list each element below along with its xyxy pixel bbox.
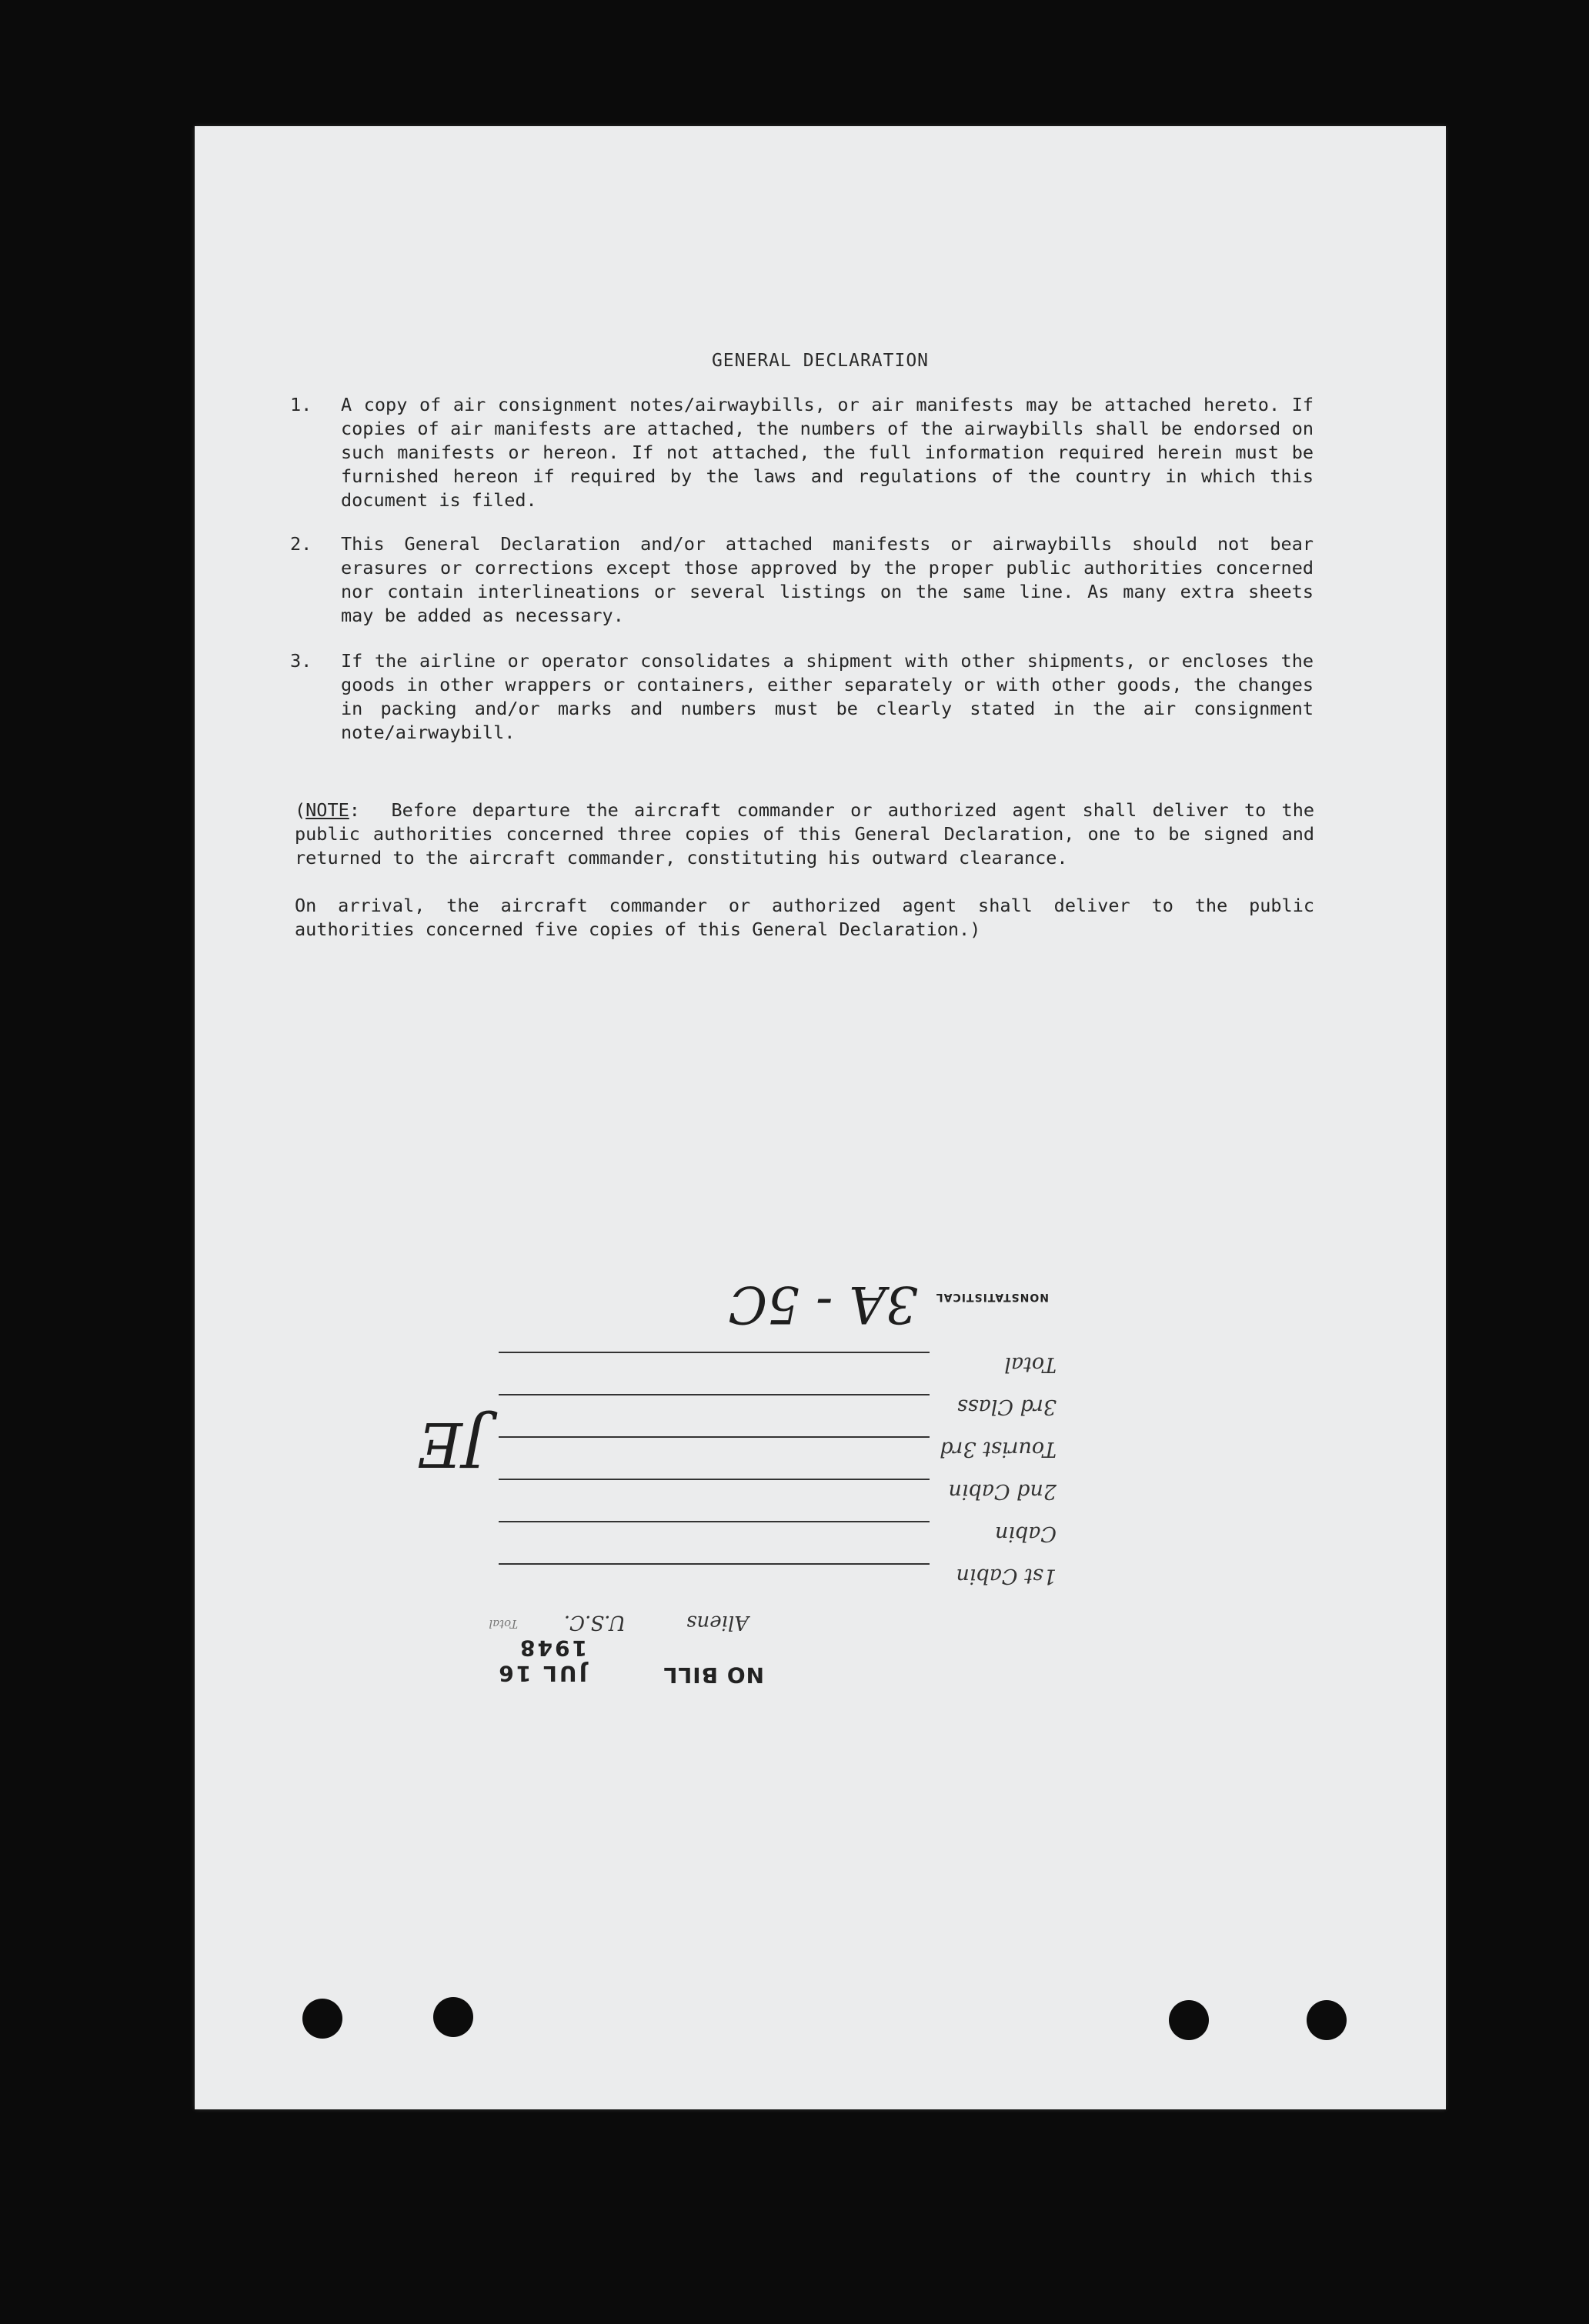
document-page [195,126,1446,2109]
note-paragraph-1: (NOTE: Before departure the aircraft commander or authorized agent shall deliver to the public authorities concerned three copies of this General Declaration, one to be signed and returned to the aircraft commander, constituting his outward clearance. [295,799,1314,869]
entry-line [499,1479,930,1480]
column-aliens: Aliens [686,1611,749,1634]
declaration-item-1 [290,393,1314,512]
entry-line [499,1352,930,1353]
date-stamp: JUL 16 1948 [496,1635,587,1686]
row-cabin [933,1515,1057,1545]
note-label: NOTE [305,799,349,821]
declaration-item-3 [290,649,1314,745]
punch-hole-left-1 [302,1999,342,2039]
declaration-item-2 [290,532,1314,628]
row-label: Cabin [994,1522,1057,1545]
punch-hole-left-2 [433,1997,473,2037]
item-number: 3. [290,650,312,672]
column-usc: U.S.C. [563,1611,626,1634]
item-text: If the airline or operator consolidates a shipment with other shipments, or encloses the goods in other wrappers or containers, either separately or with other goods, the changes in packing and/or marks and numbers must be clearly stated in the air consignment note/airwaybill. [341,650,1314,743]
row-third-class [933,1388,1057,1419]
row-label: Tourist 3rd [940,1437,1057,1461]
entry-line [499,1521,930,1522]
handwritten-initials: JE [417,1409,487,1480]
row-first-cabin [933,1557,1057,1588]
entry-line [499,1394,930,1395]
item-number: 2. [290,533,312,555]
row-label: 1st Cabin [956,1564,1057,1588]
item-text: This General Declaration and/or attached manifests or airwaybills should not bear erasures or corrections except those approved by the proper public authorities concerned nor contain interlineations or several listings on the same line. As many extra sheets may be added as necessary. [341,533,1314,626]
nonstatistical-stamp: NONSTATISTICAL [935,1291,1049,1303]
row-label: Total [1004,1352,1057,1376]
punch-hole-right-2 [1307,2000,1347,2040]
document-title: GENERAL DECLARATION [711,351,930,371]
entry-line [499,1436,930,1438]
row-label: 3rd Class [956,1395,1057,1419]
row-second-cabin [933,1472,1057,1503]
note-paragraph-2: On arrival, the aircraft commander or authorized agent shall deliver to the public authorities concerned five copies of this General Declaration.) [295,895,1314,940]
inverted-stamp-block [417,1142,1057,1695]
no-bill-stamp: NO BILL [663,1662,764,1688]
column-total: Total [489,1617,518,1631]
handwritten-code: 3A - 5C [728,1275,918,1334]
row-label: 2nd Cabin [948,1479,1057,1503]
item-number: 1. [290,394,312,415]
item-text: A copy of air consignment notes/airwaybills, or air manifests may be attached hereto. If copies of air manifests are attached, the numbers of the airwaybills shall be endorsed on such manifests or hereon. If not attached, the full information required herein must be furnished hereon if required by the laws and regulations of the country in which this document is filed. [341,394,1314,511]
row-tourist-third [933,1430,1057,1461]
row-total [933,1345,1057,1376]
entry-line [499,1563,930,1565]
note-text-1: Before departure the aircraft commander or authorized agent shall deliver to the public authorities concerned three copies of this General Declaration, one to be signed and returned to the aircraft commander, constituting his outward clearance. [295,799,1314,869]
punch-hole-right-1 [1169,2000,1209,2040]
